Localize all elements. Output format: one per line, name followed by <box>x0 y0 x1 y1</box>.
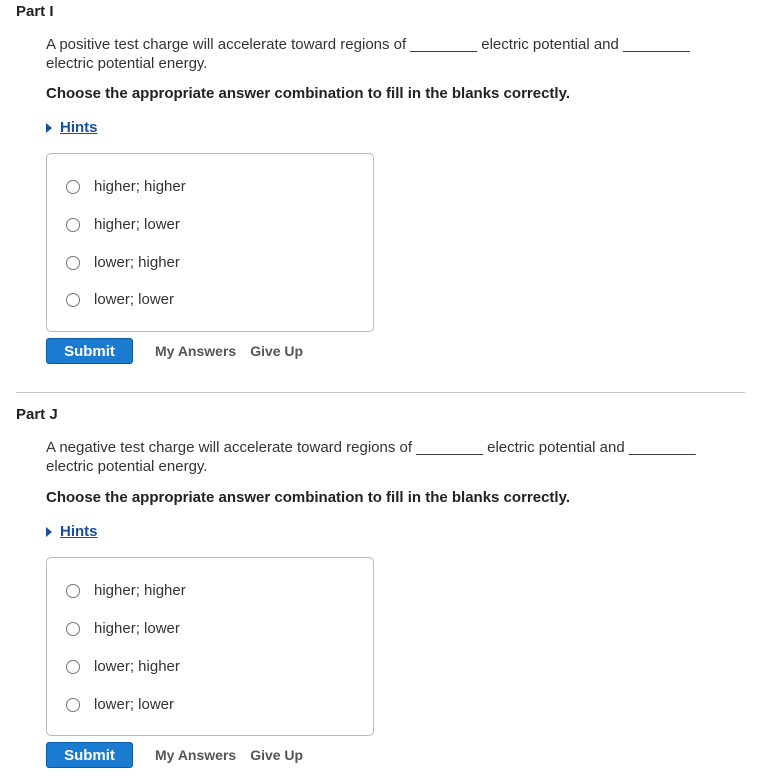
action-bar <box>46 338 303 364</box>
option-label: lower; higher <box>94 658 180 675</box>
question-text <box>46 438 736 476</box>
hints-toggle[interactable] <box>46 119 98 136</box>
option-label: lower; lower <box>94 696 175 713</box>
option-higher-higher[interactable] <box>66 178 186 195</box>
submit-button[interactable]: Submit <box>46 742 133 768</box>
section-divider <box>16 392 745 393</box>
hints-toggle[interactable] <box>46 523 98 540</box>
radio-button[interactable] <box>66 293 80 307</box>
my-answers-link[interactable]: My Answers <box>155 747 237 763</box>
option-label: higher; lower <box>94 620 180 637</box>
radio-button[interactable] <box>66 698 80 712</box>
caret-right-icon <box>46 123 52 133</box>
part-title: Part I <box>16 3 54 20</box>
radio-button[interactable] <box>66 660 80 674</box>
give-up-link[interactable]: Give Up <box>250 747 304 763</box>
option-label: lower; lower <box>94 291 175 308</box>
submit-button[interactable]: Submit <box>46 338 133 364</box>
caret-right-icon <box>46 527 52 537</box>
action-bar <box>46 742 303 768</box>
option-higher-lower[interactable] <box>66 216 180 233</box>
option-label: lower; higher <box>94 254 180 271</box>
option-lower-higher[interactable] <box>66 254 180 271</box>
option-higher-higher[interactable] <box>66 582 186 599</box>
radio-button[interactable] <box>66 256 80 270</box>
option-label: higher; higher <box>94 582 186 599</box>
option-higher-lower[interactable] <box>66 620 180 637</box>
question-line-1: A negative test charge will accelerate toward regions of ________ electric potential and ________ <box>46 439 696 456</box>
hints-link[interactable]: Hints <box>60 523 98 540</box>
option-lower-lower[interactable] <box>66 696 174 713</box>
answer-options-box <box>46 557 374 736</box>
my-answers-link[interactable]: My Answers <box>155 343 237 359</box>
radio-button[interactable] <box>66 584 80 598</box>
radio-button[interactable] <box>66 622 80 636</box>
option-label: higher; higher <box>94 178 186 195</box>
hints-link[interactable]: Hints <box>60 119 98 136</box>
question-line-1: A positive test charge will accelerate toward regions of ________ electric potential and ________ <box>46 36 690 53</box>
question-line-2: electric potential energy. <box>46 55 208 72</box>
question-text <box>46 35 736 73</box>
instruction-text: Choose the appropriate answer combination to fill in the blanks correctly. <box>46 85 570 102</box>
part-title: Part J <box>16 406 58 423</box>
option-lower-lower[interactable] <box>66 291 174 308</box>
option-label: higher; lower <box>94 216 180 233</box>
option-lower-higher[interactable] <box>66 658 180 675</box>
instruction-text: Choose the appropriate answer combination to fill in the blanks correctly. <box>46 489 570 506</box>
answer-options-box <box>46 153 374 332</box>
give-up-link[interactable]: Give Up <box>250 343 304 359</box>
radio-button[interactable] <box>66 180 80 194</box>
radio-button[interactable] <box>66 218 80 232</box>
question-line-2: electric potential energy. <box>46 458 208 475</box>
